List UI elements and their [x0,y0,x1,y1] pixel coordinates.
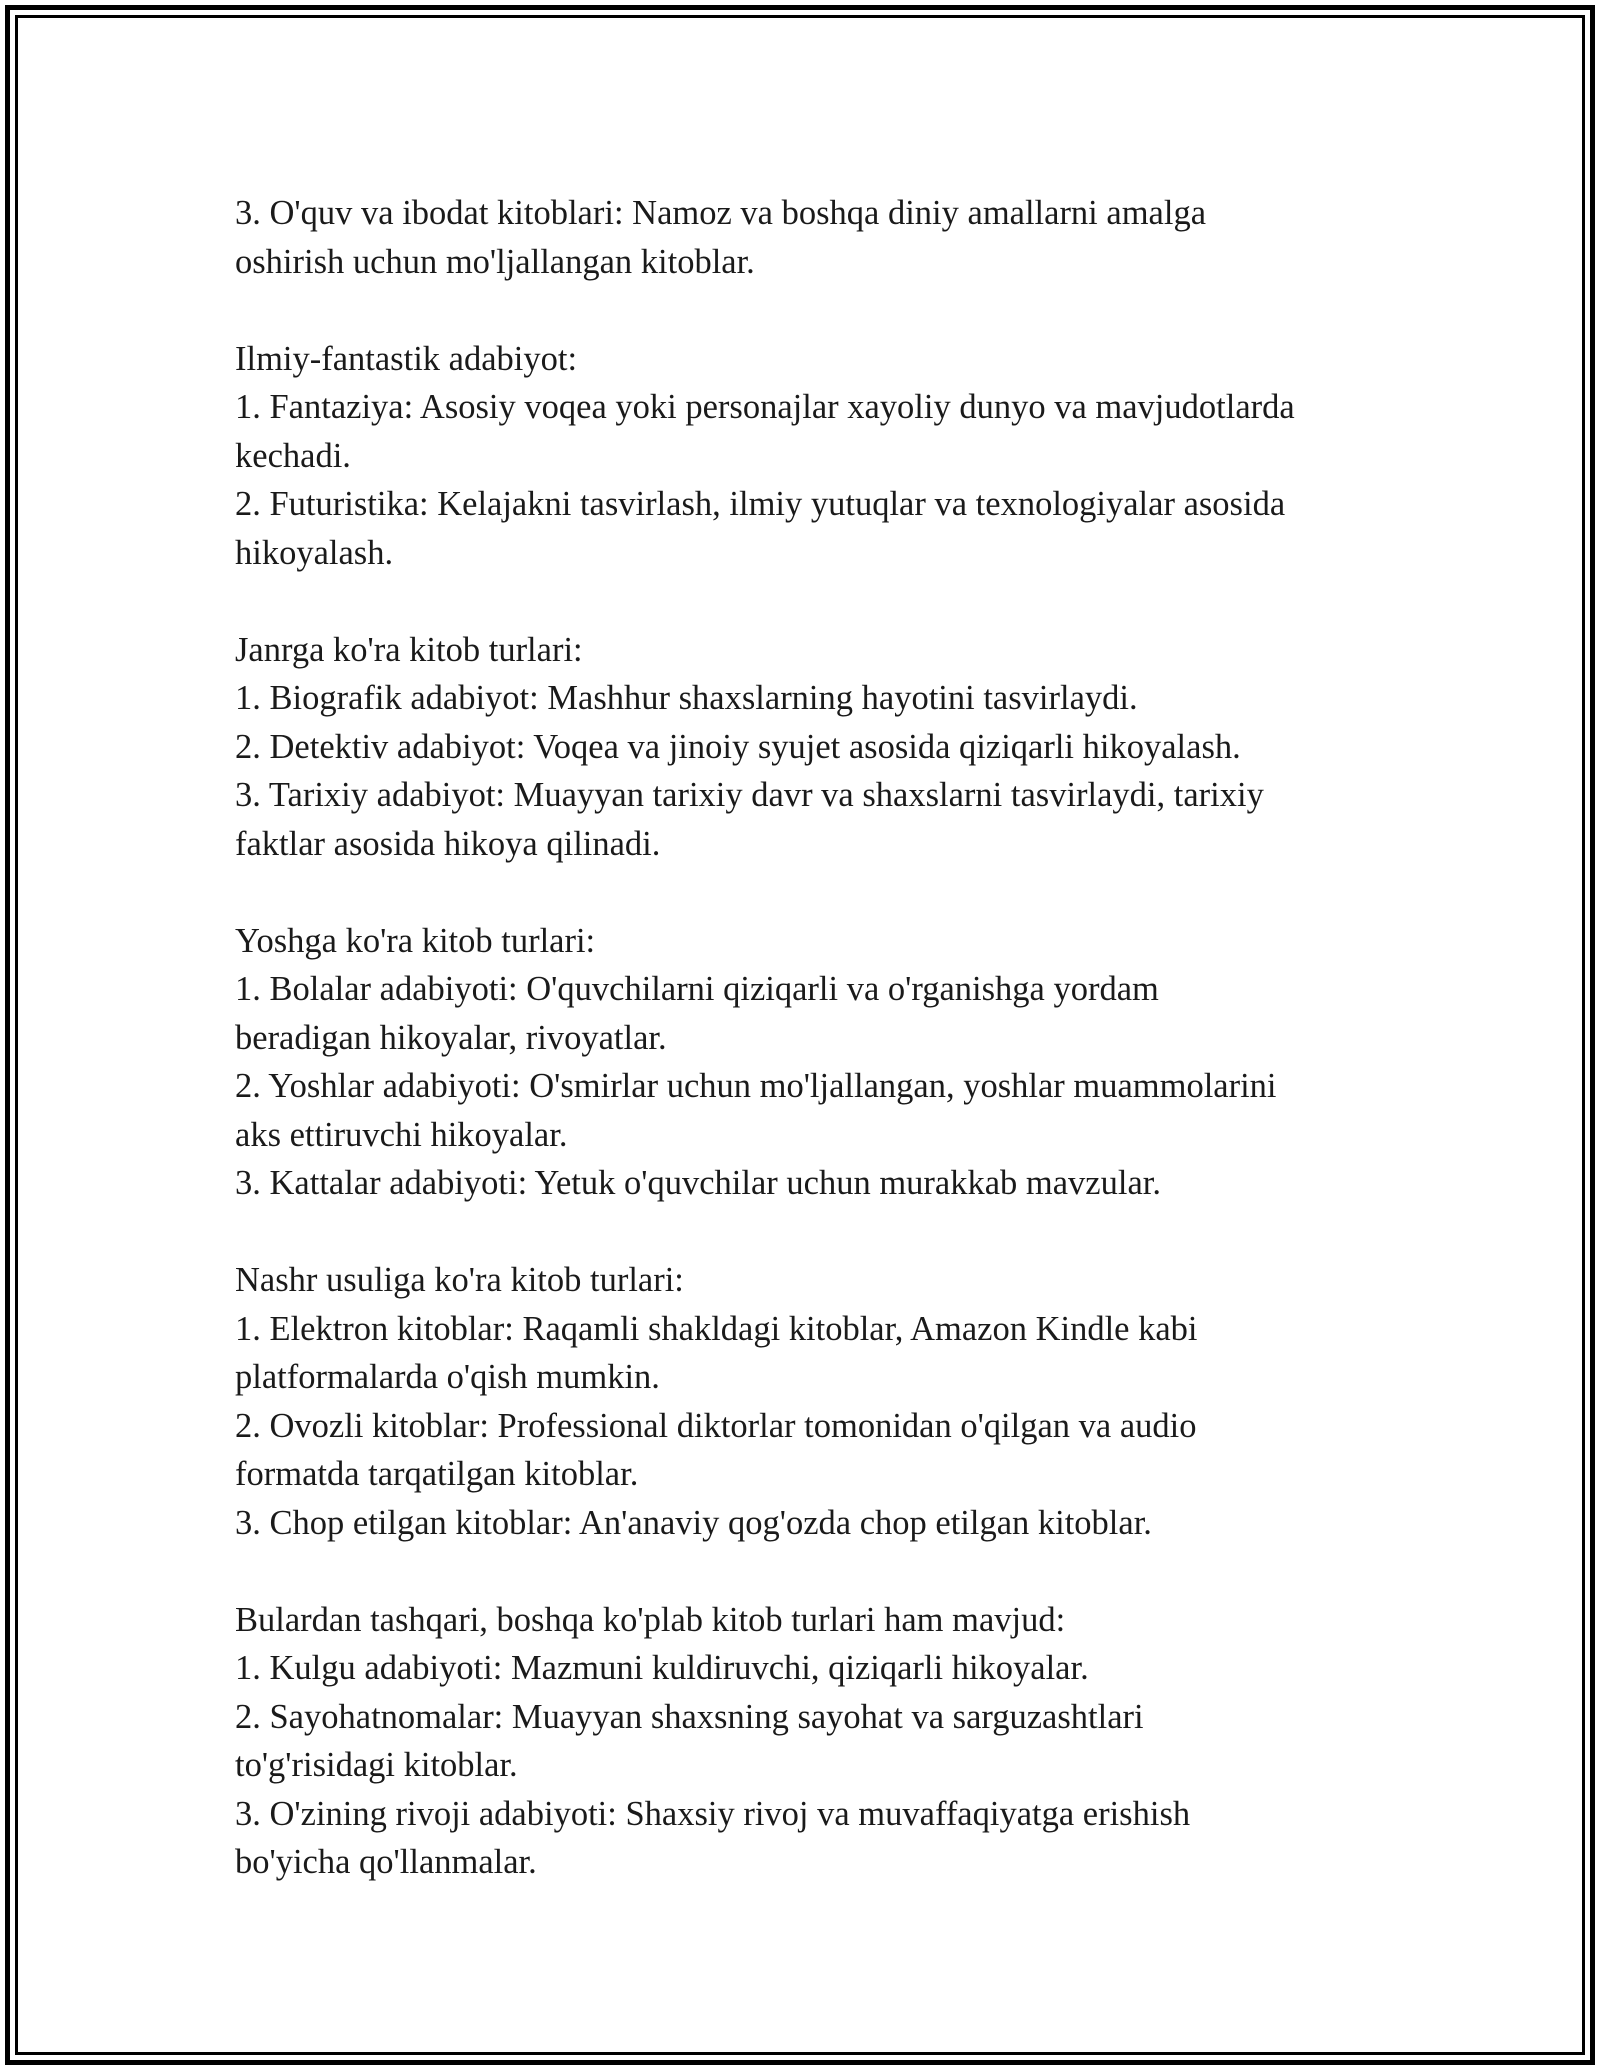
section-heading: Nashr usuliga ko'ra kitob turlari: [235,1261,684,1299]
text-line: to'g'risidagi kitoblar. [235,1746,518,1784]
section-heading: Yoshga ko'ra kitob turlari: [235,921,596,960]
section-heading: Janrga ko'ra kitob turlari: [235,630,583,669]
text-line: 3. Tarixiy adabiyot: Muayyan tarixiy davr va shaxslarni tasvirlaydi, tarixiy [235,776,1264,814]
text-line: 3. O'zining rivoji adabiyoti: Shaxsiy rivoj va muvaffaqiyatga erishish [235,1794,1191,1833]
text-line: bo'yicha qo'llanmalar. [235,1843,537,1881]
blank-line [235,1208,1415,1257]
text-line: 2. Yoshlar adabiyoti: O'smirlar uchun mo'ljallangan, yoshlar muammolarini [235,1067,1277,1105]
text-line: beradigan hikoyalar, rivoyatlar. [235,1018,667,1057]
text-line: 3. Kattalar adabiyoti: Yetuk o'quvchilar uchun murakkab mavzular. [235,1164,1161,1202]
text-line: kechadi. [235,436,351,475]
document-body [235,189,1415,1887]
text-line: 2. Sayohatnomalar: Muayyan shaxsning sayohat va sarguzashtlari [235,1697,1144,1736]
text-line: formatda tarqatilgan kitoblar. [235,1455,639,1493]
text-line: 3. O'quv va ibodat kitoblari: Namoz va boshqa diniy amallarni amalga [235,194,1207,232]
section-heading: Ilmiy-fantastik adabiyot: [235,339,578,378]
text-line: 3. Chop etilgan kitoblar: An'anaviy qog'ozda chop etilgan kitoblar. [235,1503,1152,1542]
blank-line [235,1547,1415,1596]
text-line: oshirish uchun mo'ljallangan kitoblar. [235,242,755,281]
text-line: 1. Biografik adabiyot: Mashhur shaxslarning hayotini tasvirlaydi. [235,679,1138,717]
blank-line [235,577,1415,626]
blank-line [235,286,1415,335]
text-line: 2. Detektiv adabiyot: Voqea va jinoiy syujet asosida qiziqarli hikoyalash. [235,727,1241,766]
section-heading: Bulardan tashqari, boshqa ko'plab kitob turlari ham mavjud: [235,1600,1066,1639]
text-line: faktlar asosida hikoya qilinadi. [235,824,661,863]
text-line: 1. Bolalar adabiyoti: O'quvchilarni qiziqarli va o'rganishga yordam [235,970,1159,1008]
text-line: 1. Elektron kitoblar: Raqamli shakldagi kitoblar, Amazon Kindle kabi [235,1309,1198,1348]
text-line: 1. Fantaziya: Asosiy voqea yoki personajlar xayoliy dunyo va mavjudotlarda [235,388,1295,426]
text-line: aks ettiruvchi hikoyalar. [235,1115,568,1154]
text-line: hikoyalash. [235,533,394,572]
text-line: 2. Ovozli kitoblar: Professional diktorlar tomonidan o'qilgan va audio [235,1406,1197,1445]
text-line: platformalarda o'qish mumkin. [235,1358,660,1396]
text-line: 2. Futuristika: Kelajakni tasvirlash, ilmiy yutuqlar va texnologiyalar asosida [235,485,1286,523]
blank-line [235,868,1415,917]
text-line: 1. Kulgu adabiyoti: Mazmuni kuldiruvchi, qiziqarli hikoyalar. [235,1649,1089,1687]
